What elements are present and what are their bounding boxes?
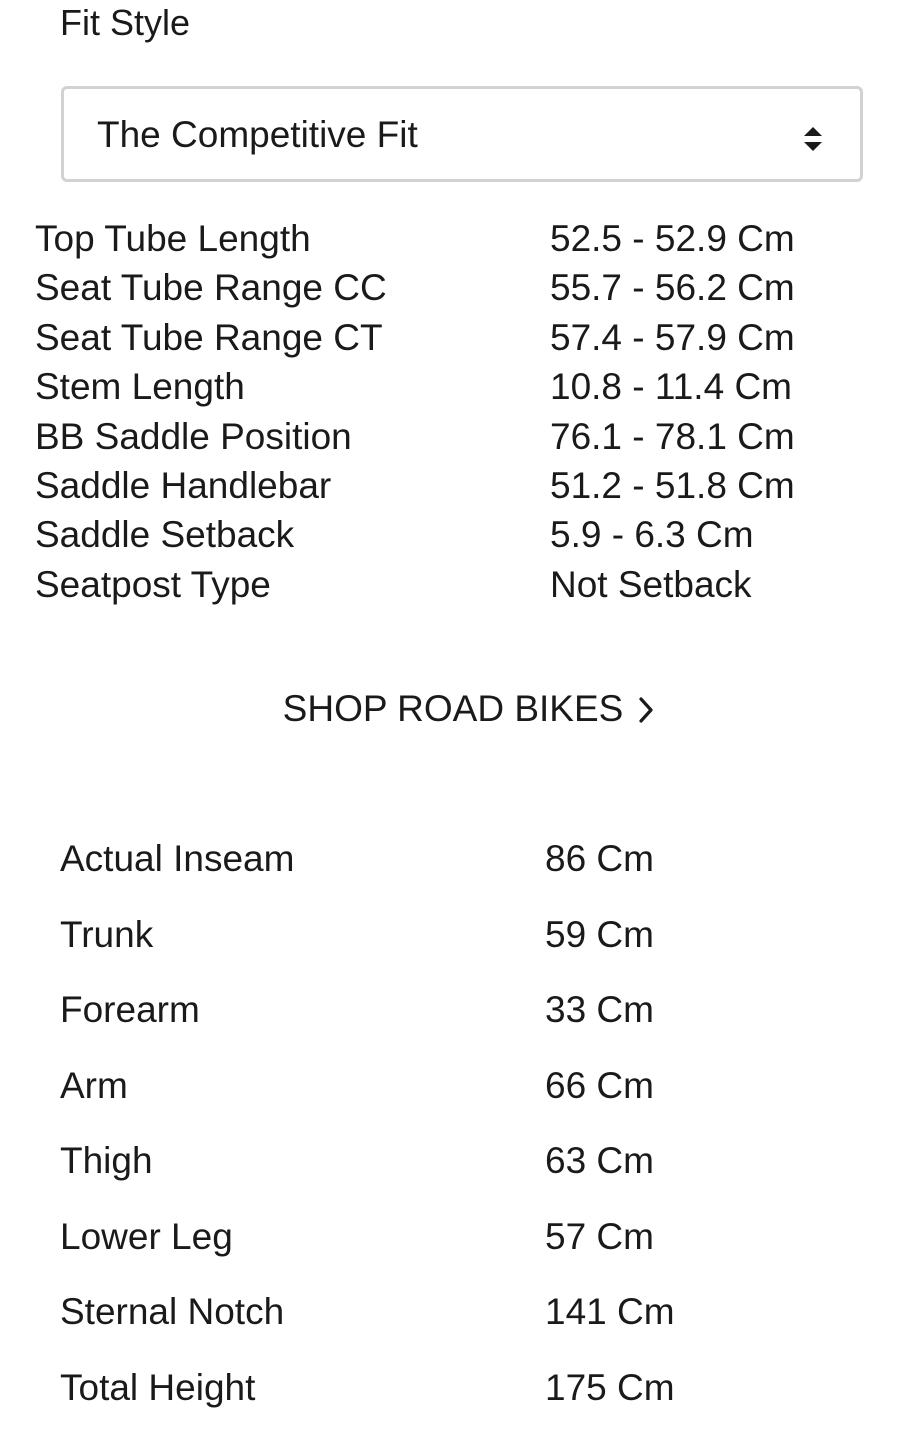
geometry-row <box>35 263 885 312</box>
geometry-row <box>35 313 885 362</box>
measurement-value: 66 Cm <box>545 1064 654 1106</box>
measurement-label: Lower Leg <box>60 1215 233 1257</box>
measurement-label: Sternal Notch <box>60 1291 285 1332</box>
geometry-label: BB Saddle Position <box>35 415 352 457</box>
chevron-right-icon <box>637 696 655 724</box>
geometry-label: Top Tube Length <box>35 218 311 259</box>
measurement-value: 141 Cm <box>545 1291 675 1332</box>
measurement-row <box>60 1274 880 1350</box>
geometry-label: Saddle Handlebar <box>35 464 332 506</box>
measurement-row <box>60 897 880 973</box>
measurement-row <box>60 1123 880 1199</box>
shop-road-bikes-link[interactable] <box>0 684 916 734</box>
geometry-value: 5.9 - 6.3 Cm <box>550 514 754 556</box>
geometry-row <box>35 362 885 411</box>
shop-road-bikes-label: SHOP ROAD BIKES <box>282 688 624 729</box>
geometry-label: Seat Tube Range CC <box>35 267 387 309</box>
measurement-row <box>60 1048 880 1124</box>
geometry-value: 10.8 - 11.4 Cm <box>550 366 792 408</box>
measurements-table <box>60 821 880 1425</box>
geometry-value: 55.7 - 56.2 Cm <box>550 267 795 309</box>
measurement-row <box>60 972 880 1048</box>
geometry-row <box>35 510 885 559</box>
geometry-row <box>35 412 885 461</box>
geometry-value: 51.2 - 51.8 Cm <box>550 464 795 506</box>
geometry-value: Not Setback <box>550 563 752 605</box>
measurement-value: 33 Cm <box>545 989 654 1030</box>
sort-arrows-icon <box>802 125 824 153</box>
measurement-label: Actual Inseam <box>60 838 295 879</box>
measurement-value: 57 Cm <box>545 1215 654 1257</box>
measurement-label: Trunk <box>60 913 154 955</box>
geometry-row <box>35 560 885 609</box>
geometry-row <box>35 461 885 510</box>
geometry-table <box>35 214 885 609</box>
measurement-row <box>60 1199 880 1275</box>
measurement-label: Forearm <box>60 989 200 1030</box>
geometry-value: 76.1 - 78.1 Cm <box>550 415 795 457</box>
geometry-value: 57.4 - 57.9 Cm <box>550 316 795 358</box>
measurement-value: 63 Cm <box>545 1140 654 1181</box>
geometry-label: Seat Tube Range CT <box>35 316 383 358</box>
fit-style-select[interactable] <box>61 86 863 182</box>
measurement-value: 86 Cm <box>545 838 654 879</box>
fit-style-label: Fit Style <box>60 2 191 43</box>
geometry-label: Saddle Setback <box>35 514 295 556</box>
measurement-label: Total Height <box>60 1366 256 1408</box>
measurement-value: 59 Cm <box>545 913 654 955</box>
measurement-label: Thigh <box>60 1140 153 1181</box>
geometry-label: Stem Length <box>35 366 245 408</box>
measurement-label: Arm <box>60 1064 128 1106</box>
geometry-row <box>35 214 885 263</box>
fit-style-selected-value: The Competitive Fit <box>97 114 418 155</box>
geometry-label: Seatpost Type <box>35 563 271 605</box>
geometry-value: 52.5 - 52.9 Cm <box>550 218 795 259</box>
measurement-value: 175 Cm <box>545 1366 675 1408</box>
measurement-row <box>60 1350 880 1426</box>
shop-road-bikes-content <box>283 684 656 734</box>
measurement-row <box>60 821 880 897</box>
